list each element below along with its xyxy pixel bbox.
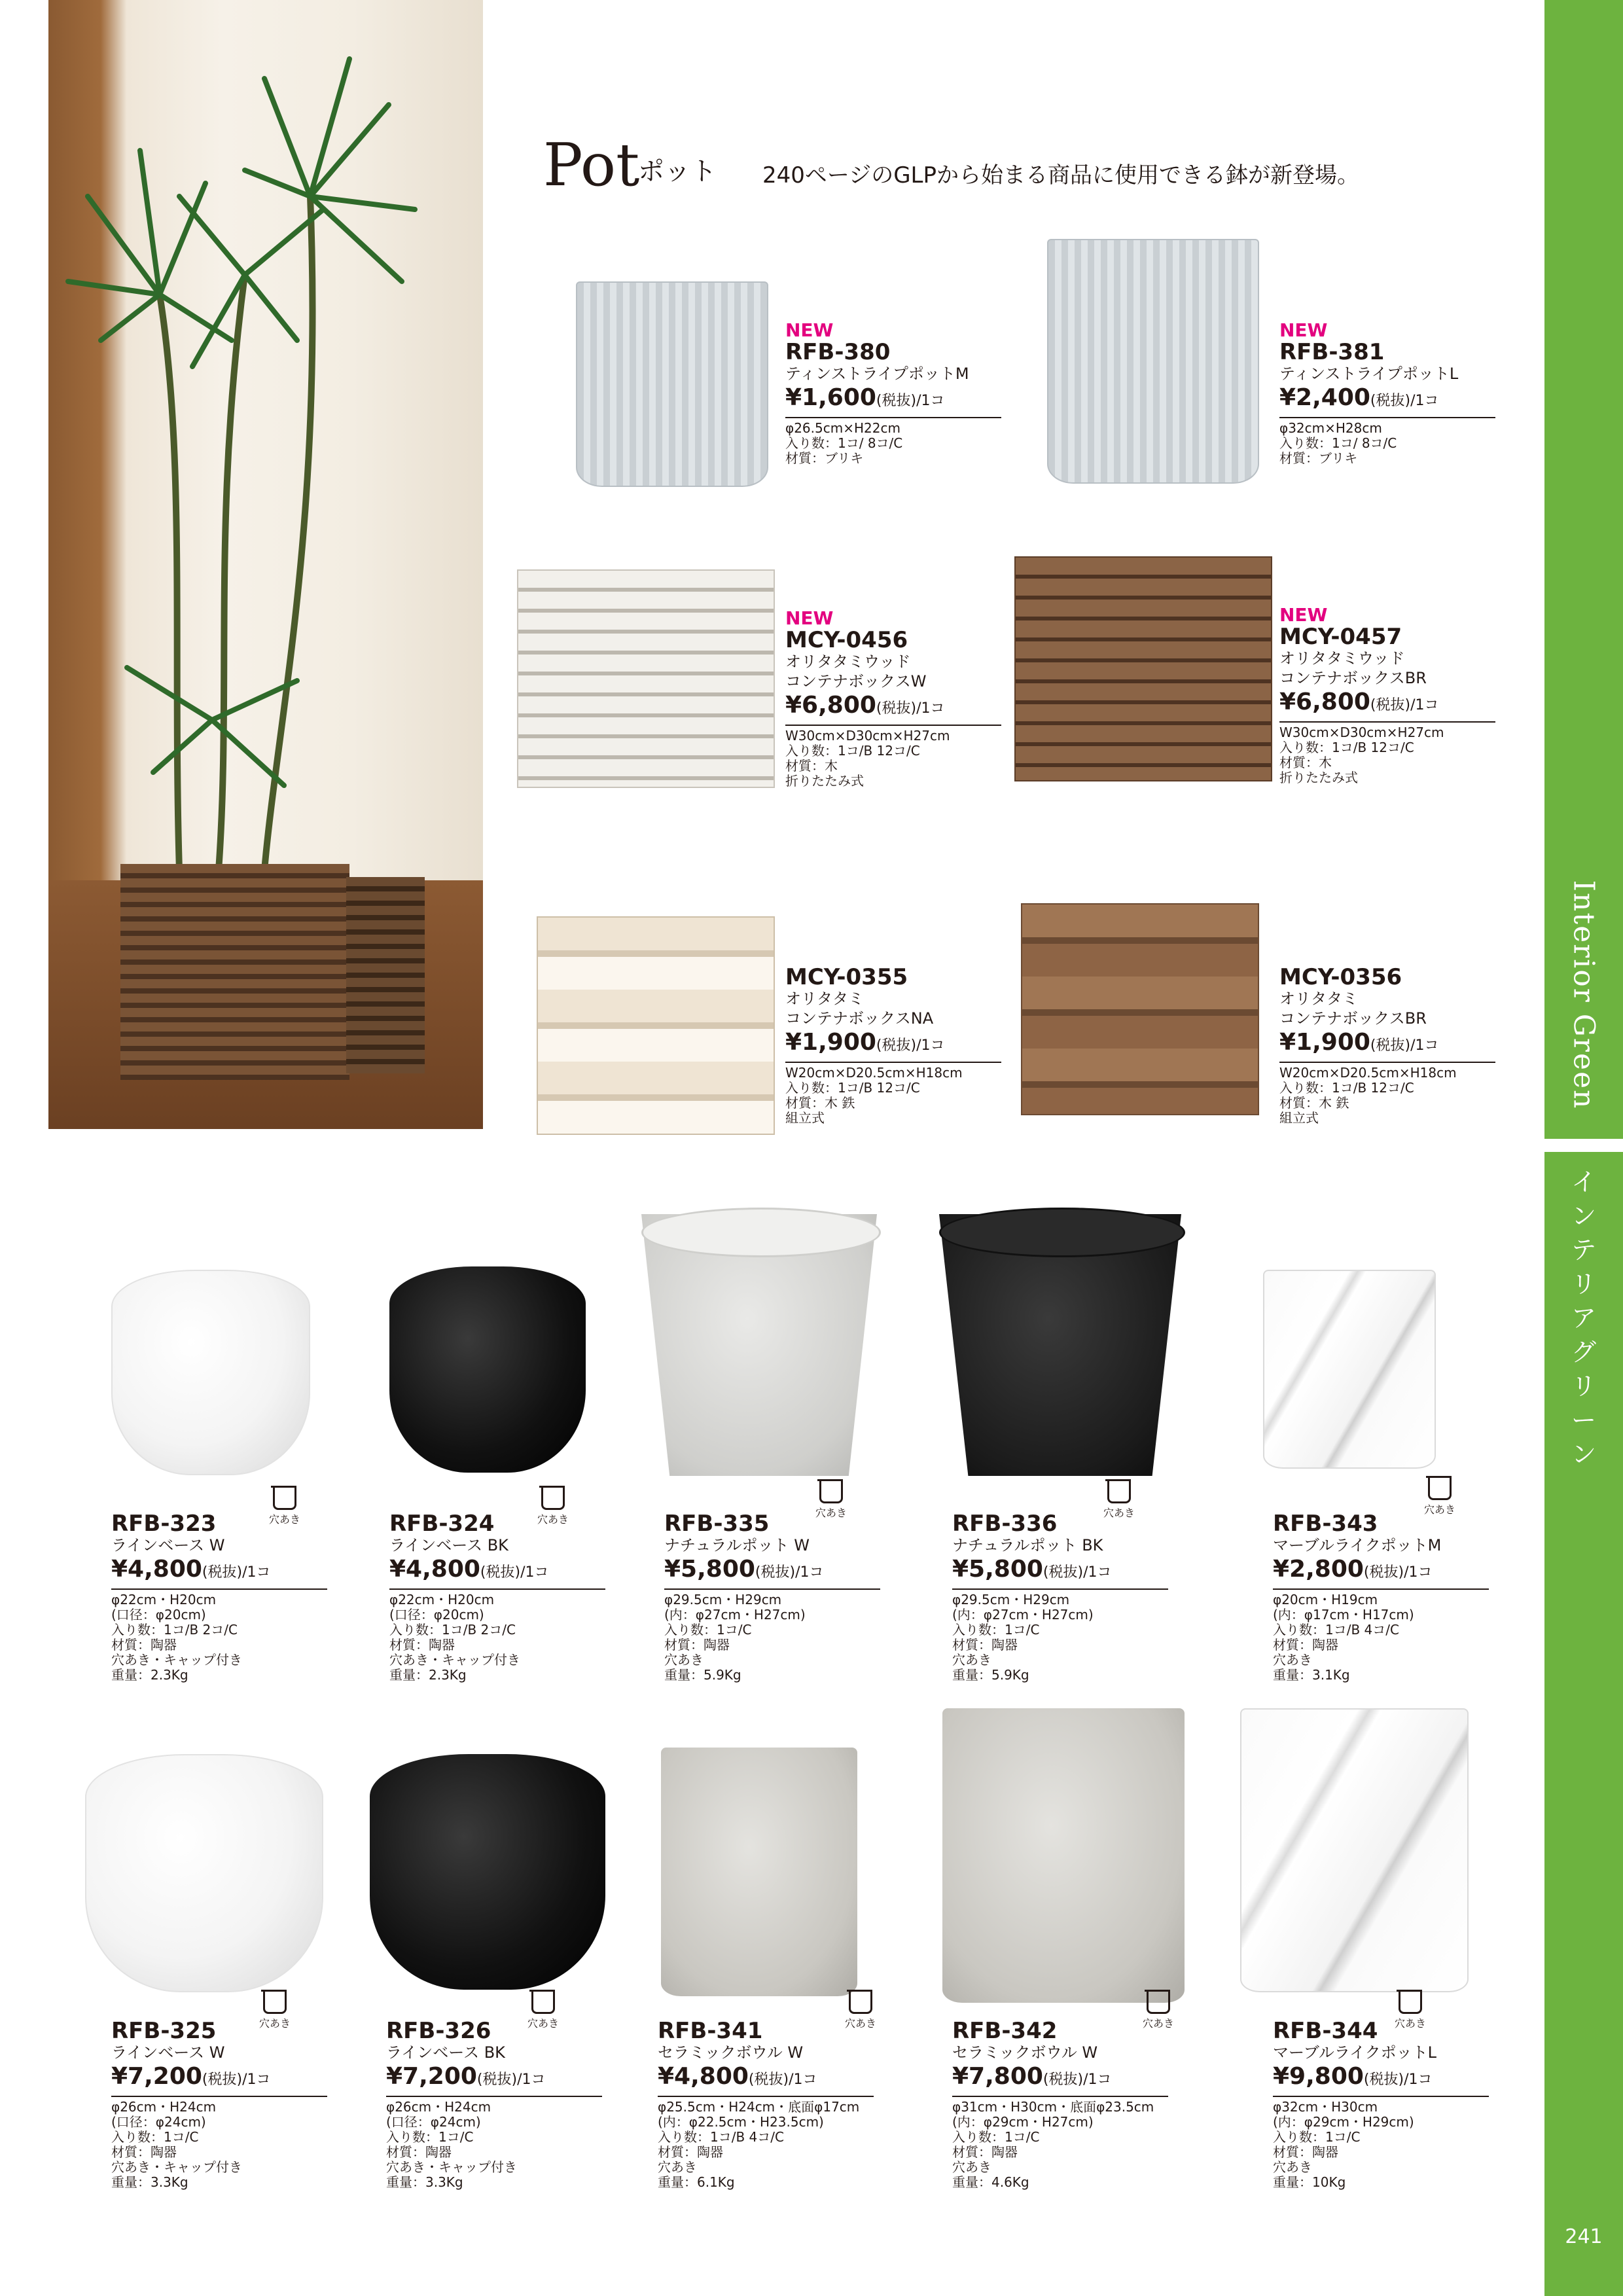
product-spec: 折りたたみ式 [785, 773, 864, 789]
product-spec: 穴あき [1273, 1652, 1312, 1668]
product-spec: (内：φ22.5cm・H23.5cm) [658, 2114, 824, 2130]
product-spec: 入り数：1コ/B 12コ/C [785, 1080, 920, 1096]
product-photo-rfb-325 [85, 1754, 323, 1992]
page-description: 240ページのGLPから始まる商品に使用できる鉢が新登場。 [762, 162, 1360, 188]
product-photo-rfb-344 [1240, 1708, 1469, 1992]
product-price: ¥2,800(税抜)/1コ [1273, 1555, 1489, 1590]
product-info-rfb-344 [1273, 2019, 1489, 2190]
page-title: Pot [543, 131, 640, 200]
product-spec: 材質：陶器 [111, 2144, 177, 2160]
product-spec: 重量：3.3Kg [111, 2174, 188, 2190]
product-spec: φ25.5cm・H24cm・底面φ17cm [658, 2099, 860, 2115]
product-photo-mcy-0355 [537, 916, 775, 1135]
page-title-jp: ポット [638, 156, 717, 187]
product-code: MCY-0356 [1279, 964, 1402, 990]
product-spec: W30cm×D30cm×H27cm [1279, 725, 1444, 740]
product-info-rfb-343 [1273, 1512, 1489, 1683]
product-spec: φ22cm・H20cm [111, 1592, 217, 1607]
hole-icon: 穴あき [1420, 1476, 1459, 1516]
product-name: ラインベース BK [386, 2043, 505, 2062]
product-spec: φ26cm・H24cm [386, 2099, 491, 2115]
product-name: マーブルライクポットL [1273, 2043, 1437, 2062]
product-spec: 重量：4.6Kg [952, 2174, 1029, 2190]
product-photo-rfb-324 [389, 1266, 586, 1473]
product-info-mcy-0356 [1279, 965, 1495, 1126]
product-spec: φ32cm・H30cm [1273, 2099, 1378, 2115]
product-spec: 材質：木 鉄 [1279, 1095, 1349, 1111]
product-code: RFB-323 [111, 1511, 217, 1537]
product-spec: 材質：陶器 [952, 1637, 1018, 1653]
product-spec: 材質：陶器 [664, 1637, 730, 1653]
product-price: ¥4,800(税抜)/1コ [389, 1555, 605, 1590]
product-spec: 入り数：1コ/B 4コ/C [658, 2129, 784, 2145]
product-name: ティンストライプポットM [785, 365, 969, 383]
product-name: オリタタミ [1279, 990, 1358, 1008]
product-name: セラミックボウル W [952, 2043, 1098, 2062]
hole-icon: 穴あき [255, 1990, 294, 2030]
product-price: ¥1,900(税抜)/1コ [785, 1028, 1001, 1063]
product-spec: φ29.5cm・H29cm [664, 1592, 782, 1607]
product-spec: 重量：5.9Kg [664, 1667, 741, 1683]
product-spec: (内：φ29cm・H29cm) [1273, 2114, 1414, 2130]
product-spec: 重量：3.1Kg [1273, 1667, 1350, 1683]
product-price: ¥5,800(税抜)/1コ [664, 1555, 880, 1590]
product-info-rfb-326 [386, 2019, 602, 2190]
product-photo-rfb-380 [576, 281, 768, 487]
product-info-rfb-323 [111, 1512, 327, 1683]
product-spec: (口径：φ24cm) [111, 2114, 206, 2130]
product-name: セラミックボウル W [658, 2043, 804, 2062]
product-photo-rfb-381 [1047, 239, 1259, 484]
hole-icon: 穴あき [265, 1486, 304, 1526]
product-photo-rfb-326 [370, 1754, 605, 1990]
product-spec: 入り数：1コ/C [1273, 2129, 1361, 2145]
product-spec: 材質：ブリキ [1279, 450, 1358, 466]
product-spec: 重量：5.9Kg [952, 1667, 1029, 1683]
product-name: コンテナボックスBR [1279, 669, 1427, 687]
product-spec: 折りたたみ式 [1279, 770, 1358, 785]
product-name: コンテナボックスW [785, 672, 927, 691]
product-price: ¥6,800(税抜)/1コ [785, 691, 1001, 726]
product-spec: 穴あき・キャップ付き [389, 1652, 520, 1668]
product-code: RFB-343 [1273, 1511, 1378, 1537]
product-info-mcy-0457 [1279, 605, 1495, 785]
product-spec: 入り数：1コ/C [952, 2129, 1040, 2145]
product-spec: 穴あき [658, 2159, 697, 2175]
product-name: ナチュラルポット W [664, 1536, 810, 1554]
product-code: RFB-324 [389, 1511, 495, 1537]
product-price: ¥7,800(税抜)/1コ [952, 2062, 1168, 2097]
product-spec: φ22cm・H20cm [389, 1592, 495, 1607]
product-price: ¥2,400(税抜)/1コ [1279, 384, 1495, 418]
page-number: 241 [1565, 2225, 1603, 2248]
product-name: ナチュラルポット BK [952, 1536, 1103, 1554]
product-code: RFB-326 [386, 2018, 491, 2044]
product-spec: 穴あき・キャップ付き [111, 1652, 242, 1668]
product-spec: 入り数：1コ/B 2コ/C [111, 1622, 238, 1638]
product-price: ¥1,900(税抜)/1コ [1279, 1028, 1495, 1063]
product-name: マーブルライクポットM [1273, 1536, 1442, 1554]
product-photo-rfb-342 [942, 1708, 1185, 2003]
product-spec: 重量：3.3Kg [386, 2174, 463, 2190]
product-price: ¥5,800(税抜)/1コ [952, 1555, 1168, 1590]
product-spec: 材質：木 [1279, 755, 1332, 770]
product-spec: 入り数：1コ/B 2コ/C [389, 1622, 516, 1638]
product-spec: 材質：陶器 [111, 1637, 177, 1653]
new-badge: NEW [785, 607, 834, 629]
product-spec: 材質：陶器 [1273, 1637, 1338, 1653]
product-info-rfb-325 [111, 2019, 327, 2190]
product-name: ラインベース W [111, 2043, 225, 2062]
product-spec: (口径：φ20cm) [389, 1607, 484, 1623]
product-code: RFB-380 [785, 339, 891, 365]
hole-icon: 穴あき [1391, 1990, 1430, 2030]
product-spec: 材質：陶器 [952, 2144, 1018, 2160]
hole-icon: 穴あき [533, 1486, 573, 1526]
product-spec: 入り数：1コ/C [952, 1622, 1040, 1638]
product-spec: 材質：陶器 [658, 2144, 723, 2160]
product-name: ティンストライプポットL [1279, 365, 1459, 383]
product-spec: 材質：陶器 [386, 2144, 452, 2160]
product-code: MCY-0456 [785, 627, 908, 653]
product-photo-mcy-0356 [1021, 903, 1259, 1115]
product-spec: 材質：ブリキ [785, 450, 864, 466]
product-spec: φ26cm・H24cm [111, 2099, 217, 2115]
product-info-rfb-381 [1279, 321, 1495, 466]
product-info-rfb-324 [389, 1512, 605, 1683]
sidebar-category-jp: イ ン テ リ ア グ リ ー ン [1571, 1168, 1596, 1469]
product-spec: φ32cm×H28cm [1279, 420, 1382, 436]
product-info-rfb-335 [664, 1512, 880, 1683]
product-code: RFB-342 [952, 2018, 1058, 2044]
hole-icon: 穴あき [1139, 1990, 1178, 2030]
new-badge: NEW [785, 319, 834, 341]
product-info-rfb-341 [658, 2019, 919, 2190]
hole-icon: 穴あき [841, 1990, 880, 2030]
product-spec: W20cm×D20.5cm×H18cm [1279, 1065, 1457, 1081]
sidebar-category-en: Interior Green [1567, 880, 1601, 1110]
product-photo-rfb-323 [111, 1270, 310, 1475]
product-spec: (内：φ17cm・H17cm) [1273, 1607, 1414, 1623]
product-spec: 組立式 [785, 1110, 825, 1126]
product-info-mcy-0355 [785, 965, 1001, 1126]
product-spec: 穴あき [664, 1652, 704, 1668]
hole-icon: 穴あき [812, 1479, 851, 1520]
product-spec: φ20cm・H19cm [1273, 1592, 1378, 1607]
product-spec: 入り数：1コ/B 12コ/C [1279, 740, 1414, 755]
product-spec: 穴あき・キャップ付き [111, 2159, 242, 2175]
product-code: MCY-0355 [785, 964, 908, 990]
pot-rim [939, 1208, 1185, 1257]
product-spec: φ26.5cm×H22cm [785, 420, 901, 436]
product-price: ¥7,200(税抜)/1コ [111, 2062, 327, 2097]
product-spec: (口径：φ20cm) [111, 1607, 206, 1623]
product-photo-rfb-343 [1263, 1270, 1436, 1469]
product-info-rfb-342 [952, 2019, 1214, 2190]
product-photo-mcy-0456 [517, 569, 775, 788]
product-spec: 入り数：1コ/C [664, 1622, 752, 1638]
product-spec: 穴あき [952, 1652, 991, 1668]
product-spec: 重量：6.1Kg [658, 2174, 735, 2190]
product-spec: (内：φ29cm・H27cm) [952, 2114, 1094, 2130]
wood-box-front [120, 864, 349, 1080]
product-spec: W20cm×D20.5cm×H18cm [785, 1065, 963, 1081]
product-spec: 穴あき [952, 2159, 991, 2175]
product-spec: 入り数：1コ/ 8コ/C [1279, 435, 1397, 451]
product-info-rfb-380 [785, 321, 1001, 466]
product-spec: (内：φ27cm・H27cm) [952, 1607, 1094, 1623]
pot-rim [641, 1208, 881, 1257]
product-info-mcy-0456 [785, 609, 1001, 789]
product-spec: 重量：2.3Kg [389, 1667, 467, 1683]
product-name: オリタタミウッド [785, 653, 911, 671]
product-spec: 入り数：1コ/B 12コ/C [785, 743, 920, 759]
product-code: RFB-381 [1279, 339, 1385, 365]
product-code: RFB-341 [658, 2018, 763, 2044]
product-info-rfb-336 [952, 1512, 1168, 1683]
product-price: ¥1,600(税抜)/1コ [785, 384, 1001, 418]
product-code: MCY-0457 [1279, 624, 1402, 650]
new-badge: NEW [1279, 604, 1328, 626]
product-photo-rfb-341 [661, 1748, 857, 1996]
product-spec: 穴あき [1273, 2159, 1312, 2175]
product-spec: 材質：陶器 [1273, 2144, 1338, 2160]
product-code: RFB-335 [664, 1511, 770, 1537]
product-price: ¥9,800(税抜)/1コ [1273, 2062, 1489, 2097]
lifestyle-photo [48, 0, 483, 1129]
hole-icon: 穴あき [1099, 1479, 1139, 1520]
product-spec: 材質：木 [785, 758, 838, 774]
product-spec: W30cm×D30cm×H27cm [785, 728, 950, 744]
product-spec: 入り数：1コ/C [111, 2129, 199, 2145]
product-spec: 入り数：1コ/C [386, 2129, 474, 2145]
product-name: オリタタミ [785, 990, 864, 1008]
product-price: ¥4,800(税抜)/1コ [658, 2062, 874, 2097]
product-spec: 重量：10Kg [1273, 2174, 1346, 2190]
product-spec: (口径：φ24cm) [386, 2114, 481, 2130]
product-name: ラインベース BK [389, 1536, 508, 1554]
product-price: ¥6,800(税抜)/1コ [1279, 688, 1495, 723]
product-name: コンテナボックスNA [785, 1009, 934, 1028]
product-price: ¥4,800(税抜)/1コ [111, 1555, 327, 1590]
product-code: RFB-336 [952, 1511, 1058, 1537]
wood-box-side [346, 877, 425, 1073]
product-price: ¥7,200(税抜)/1コ [386, 2062, 602, 2097]
product-spec: φ29.5cm・H29cm [952, 1592, 1070, 1607]
hole-icon: 穴あき [524, 1990, 563, 2030]
product-spec: 穴あき・キャップ付き [386, 2159, 517, 2175]
product-photo-mcy-0457 [1014, 556, 1272, 781]
product-spec: 入り数：1コ/B 12コ/C [1279, 1080, 1414, 1096]
product-code: RFB-344 [1273, 2018, 1378, 2044]
product-spec: 入り数：1コ/B 4コ/C [1273, 1622, 1399, 1638]
product-spec: 材質：木 鉄 [785, 1095, 855, 1111]
product-spec: φ31cm・H30cm・底面φ23.5cm [952, 2099, 1154, 2115]
new-badge: NEW [1279, 319, 1328, 341]
product-name: オリタタミウッド [1279, 649, 1405, 668]
product-spec: 組立式 [1279, 1110, 1319, 1126]
product-spec: (内：φ27cm・H27cm) [664, 1607, 806, 1623]
product-name: コンテナボックスBR [1279, 1009, 1427, 1028]
product-code: RFB-325 [111, 2018, 217, 2044]
product-spec: 入り数：1コ/ 8コ/C [785, 435, 903, 451]
product-spec: 重量：2.3Kg [111, 1667, 188, 1683]
product-spec: 材質：陶器 [389, 1637, 455, 1653]
product-name: ラインベース W [111, 1536, 225, 1554]
